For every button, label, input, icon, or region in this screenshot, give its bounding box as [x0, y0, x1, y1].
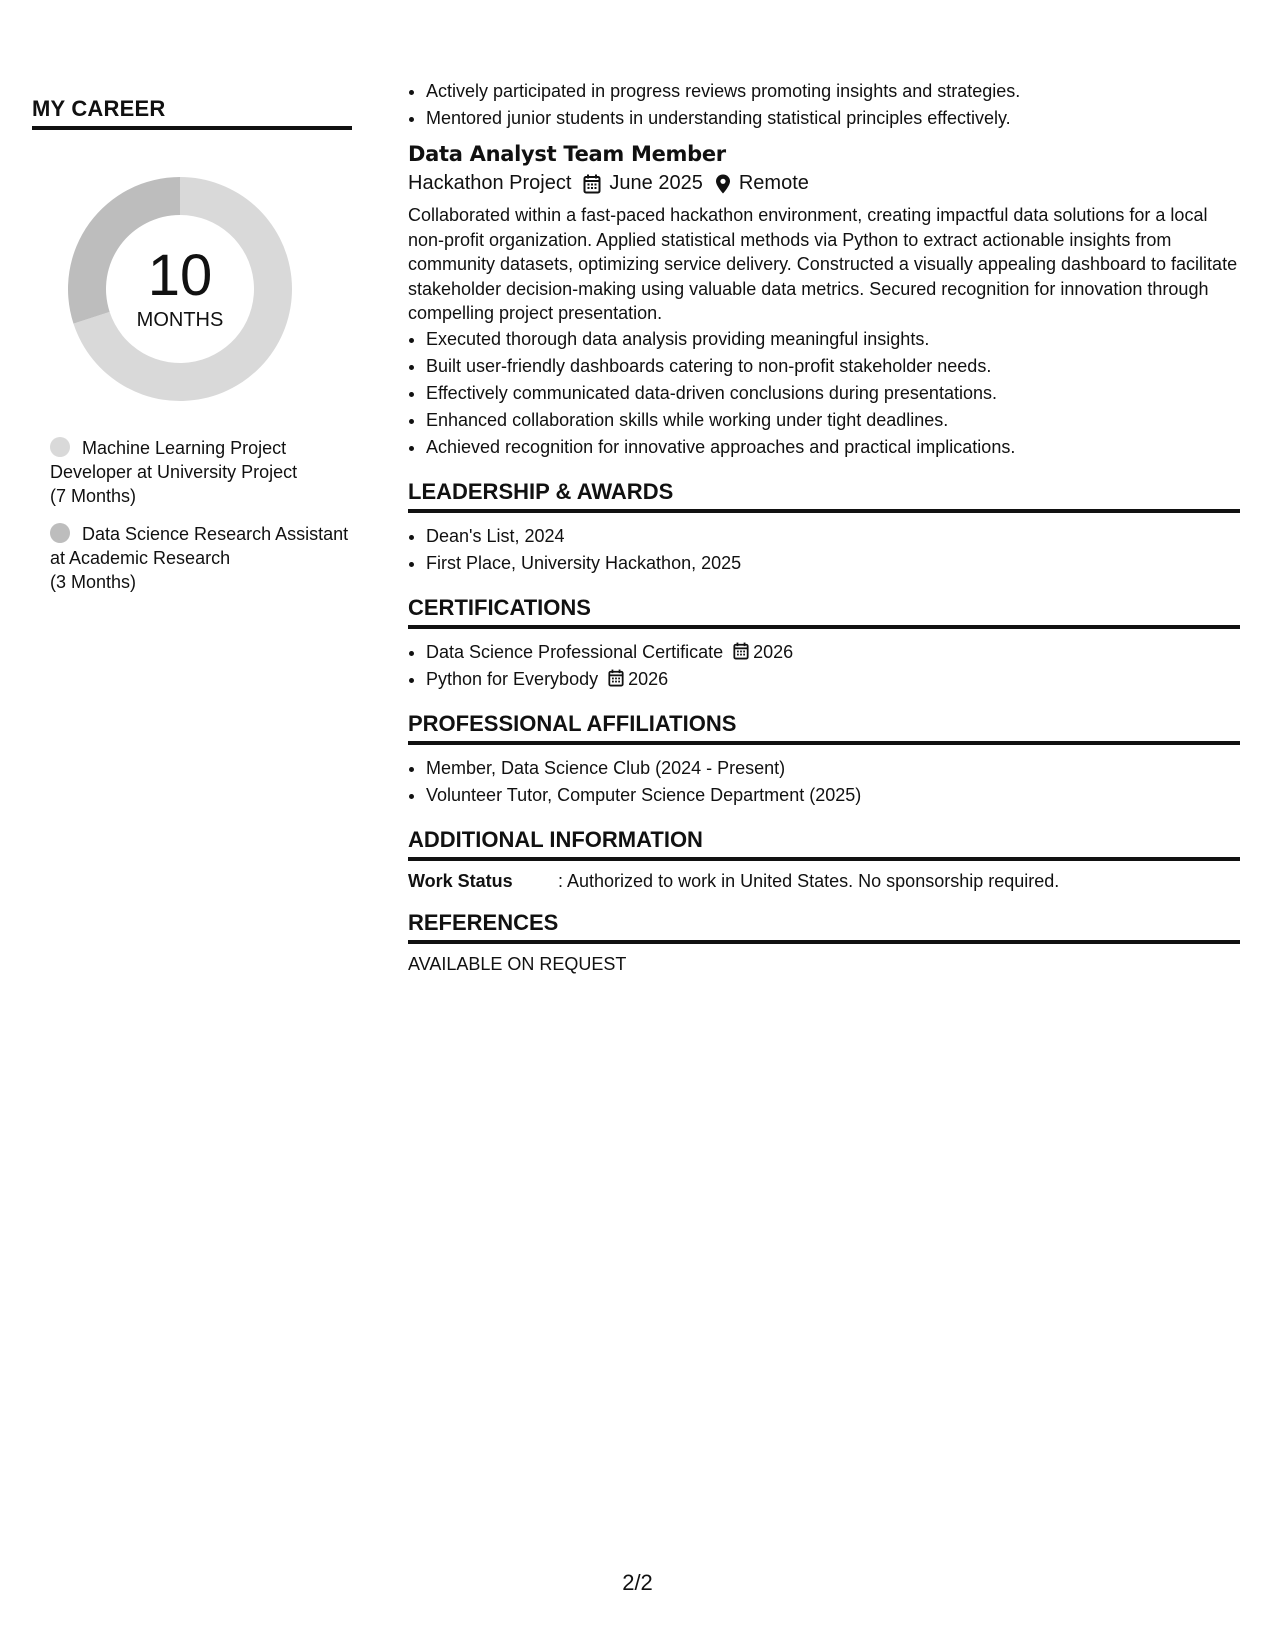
- legend-duration: (7 Months): [50, 486, 137, 506]
- list-item: • Dean's List, 2024: [426, 523, 1240, 550]
- references-text: AVAILABLE ON REQUEST: [408, 953, 627, 974]
- job-bullets: [408, 326, 1240, 461]
- list-item: • Member, Data Science Club (2024 - Present): [426, 755, 1240, 782]
- section-title-additional: ADDITIONAL INFORMATION: [408, 827, 1240, 861]
- work-status-row: [408, 871, 1240, 892]
- legend-dot: [50, 523, 70, 543]
- job-meta: [408, 172, 1240, 195]
- list-item: • Enhanced collaboration skills while working under tight deadlines.: [426, 407, 1240, 434]
- page-number: 2/2: [622, 1570, 653, 1595]
- donut-total-label: MONTHS: [136, 308, 224, 331]
- legend-dot: [50, 437, 70, 457]
- calendar-icon: [608, 669, 624, 687]
- job-company: Hackathon Project: [408, 172, 572, 194]
- donut-center: [65, 174, 295, 404]
- cert-year: 2026: [628, 668, 669, 689]
- previous-job-bullets: [408, 78, 1240, 132]
- list-item: [426, 666, 1240, 693]
- calendar-icon: [733, 642, 749, 660]
- donut-total-value: 10: [147, 242, 213, 308]
- list-item: • Built user-friendly dashboards catering to non-profit stakeholder needs.: [426, 353, 1240, 380]
- list-item: • Effectively communicated data-driven conclusions during presentations.: [426, 380, 1240, 407]
- legend-label: Machine Learning Project Developer at University Project: [50, 438, 298, 482]
- map-pin-icon: [715, 174, 731, 194]
- cert-year: 2026: [753, 641, 794, 662]
- work-status-label: Work Status: [408, 870, 513, 891]
- leadership-list: [408, 523, 1240, 577]
- section-title-references: REFERENCES: [408, 910, 1240, 944]
- work-status-value: : Authorized to work in United States. No sponsorship required.: [558, 870, 1060, 891]
- affiliations-list: [408, 755, 1240, 809]
- chart-legend: [32, 436, 352, 594]
- career-sidebar: [32, 96, 352, 608]
- list-item: • Achieved recognition for innovative approaches and practical implications.: [426, 434, 1240, 461]
- sidebar-title: MY CAREER: [32, 96, 352, 130]
- list-item: [426, 639, 1240, 666]
- legend-duration: (3 Months): [50, 572, 137, 592]
- job-location: Remote: [738, 172, 809, 194]
- main-column: [408, 78, 1240, 975]
- section-title-leadership: LEADERSHIP & AWARDS: [408, 479, 1240, 513]
- section-title-affiliations: PROFESSIONAL AFFILIATIONS: [408, 711, 1240, 745]
- list-item: • Executed thorough data analysis providing meaningful insights.: [426, 326, 1240, 353]
- legend-label: Data Science Research Assistant at Academic Research: [50, 524, 349, 568]
- job-description: Collaborated within a fast-paced hackathon environment, creating impactful data solutions for a local non-profit organization. Applied statistical methods via Python to extract actionable insights from community datasets, optimizing service delivery. Constructed a visually appealing dashboard to facilitate stakeholder decision-making using valuable data metrics. Secured recognition for innovation through compelling project presentation.: [408, 205, 1238, 323]
- certifications-list: [408, 639, 1240, 693]
- cert-name: Python for Everybody: [426, 668, 599, 689]
- list-item: • Mentored junior students in understanding statistical principles effectively.: [426, 105, 1240, 132]
- calendar-icon: [583, 174, 601, 194]
- cert-name: Data Science Professional Certificate: [426, 641, 724, 662]
- job-title: Data Analyst Team Member: [408, 142, 726, 166]
- job-date: June 2025: [609, 172, 703, 194]
- list-item: • First Place, University Hackathon, 2025: [426, 550, 1240, 577]
- legend-item: [50, 436, 352, 508]
- section-title-certifications: CERTIFICATIONS: [408, 595, 1240, 629]
- legend-item: [50, 522, 352, 594]
- list-item: • Actively participated in progress reviews promoting insights and strategies.: [426, 78, 1240, 105]
- career-donut-chart: [65, 174, 295, 404]
- list-item: • Volunteer Tutor, Computer Science Department (2025): [426, 782, 1240, 809]
